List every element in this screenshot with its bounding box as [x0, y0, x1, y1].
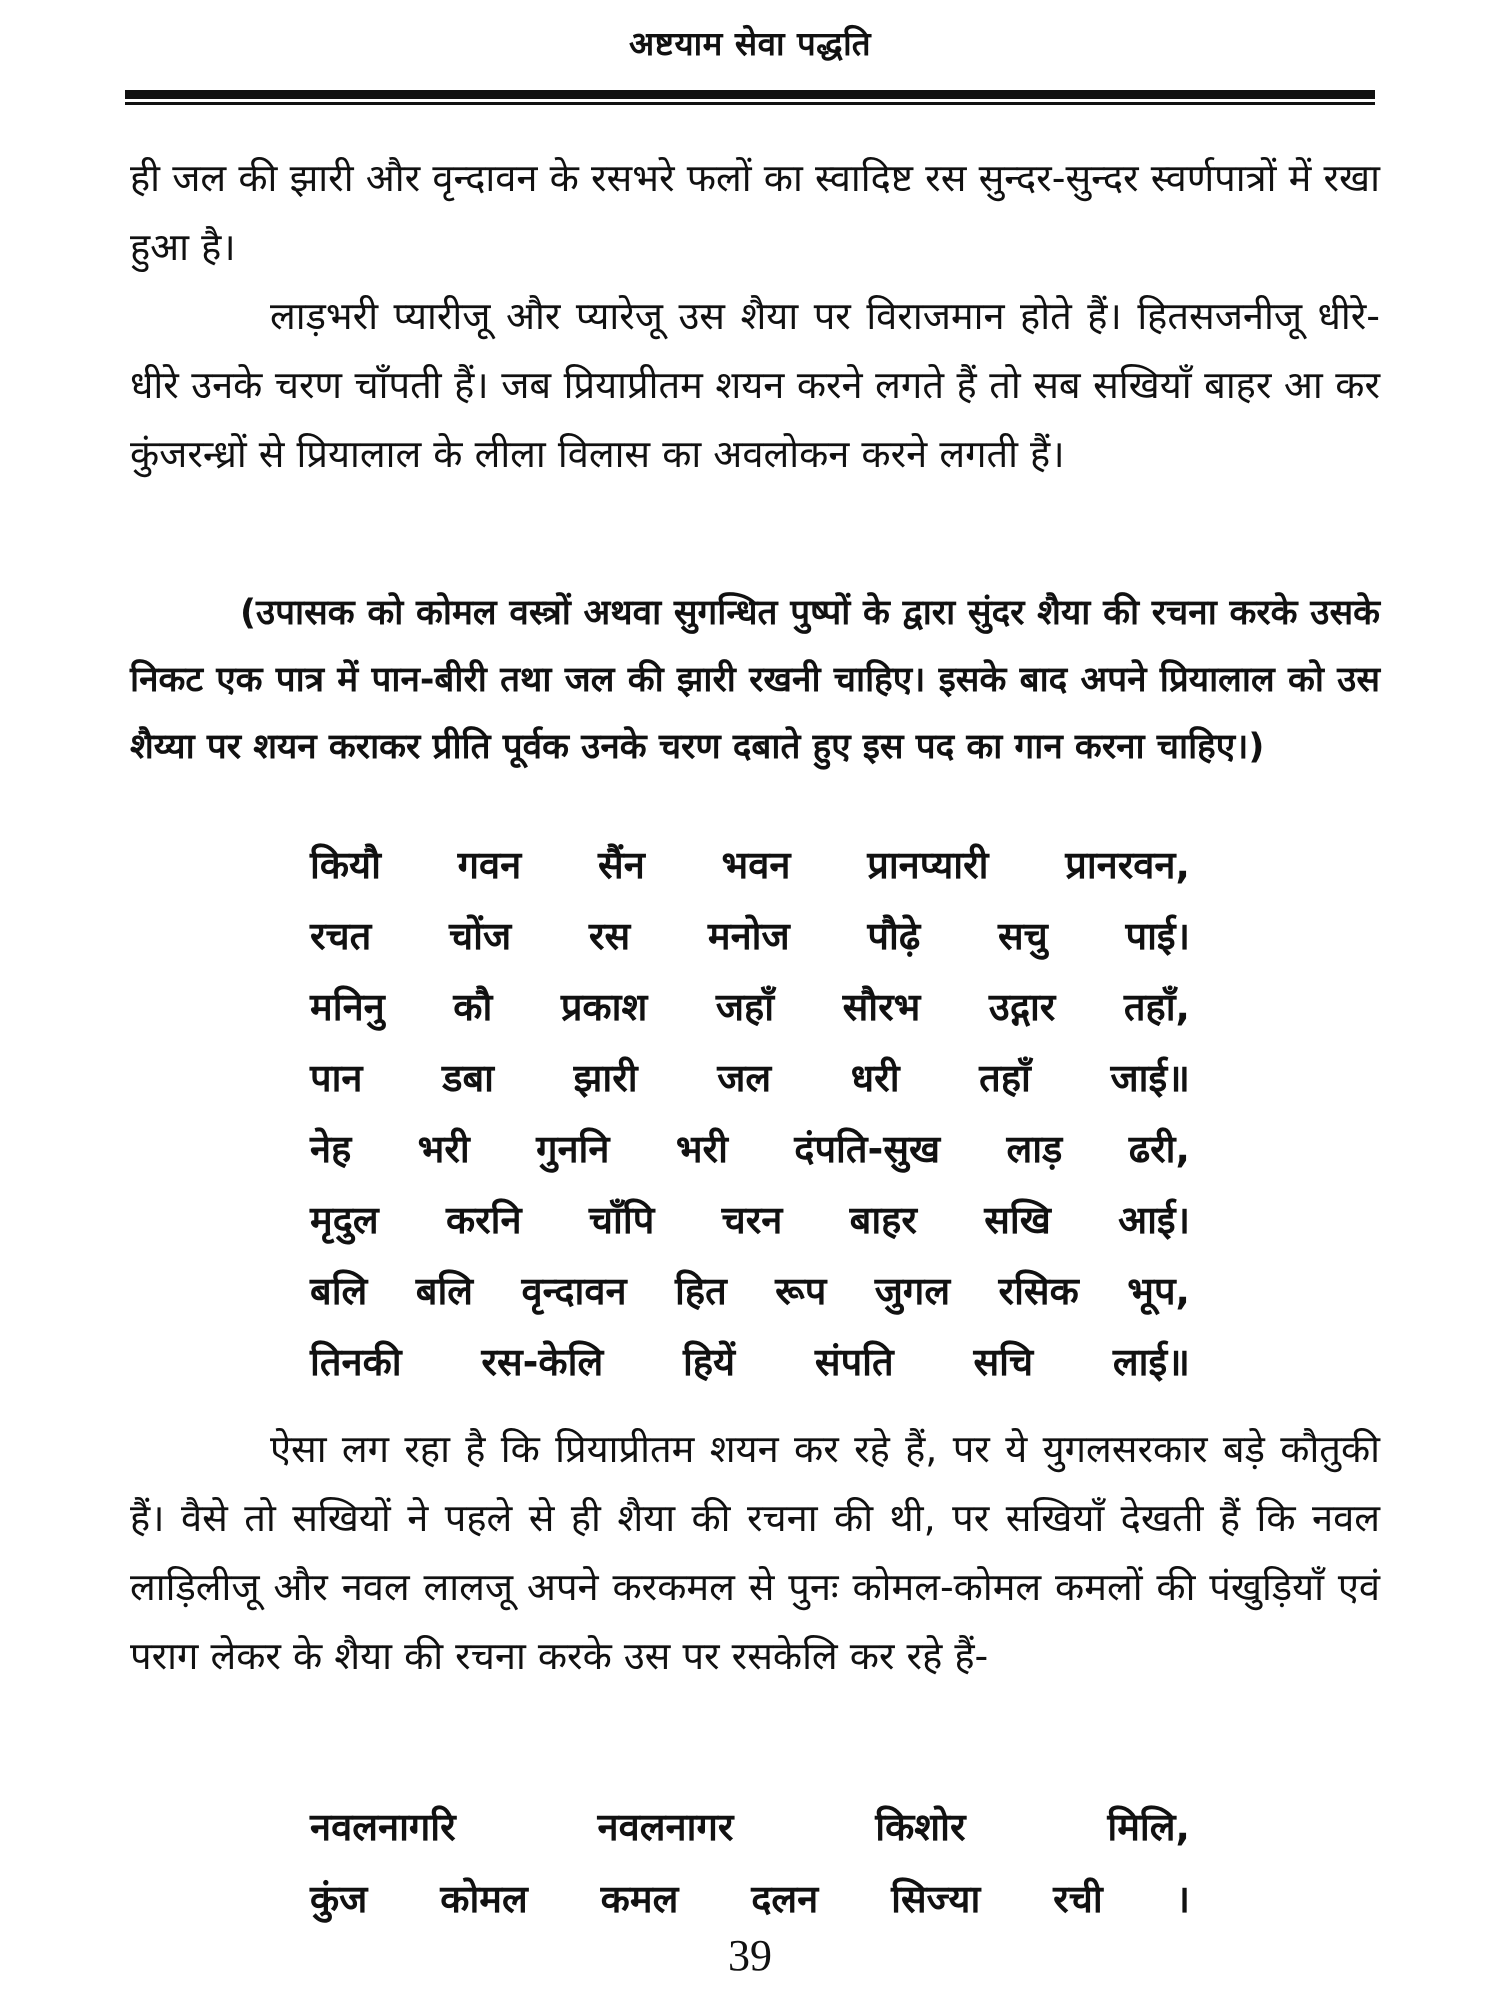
verse-word: नवलनागर [597, 1805, 734, 1849]
verse-word: चोंज [449, 914, 512, 958]
verse-word: मृदुल [310, 1198, 379, 1242]
paragraph-continued: ही जल की झारी और वृन्दावन के रसभरे फलों का स्वादिष्ट रस सुन्दर-सुन्दर स्वर्णपात्रों में रखा हुआ है। [130, 156, 1380, 269]
verse-word: भूप, [1127, 1269, 1190, 1313]
instruction-note-text: (उपासक को कोमल वस्त्रों अथवा सुगन्धित पुष्पों के द्वारा सुंदर शैया की रचना करके उसके निकट एक पात्र में पान-बीरी तथा जल की झारी रखनी चाहिए। इसके बाद अपने प्रियालाल को उस शैय्या पर शयन कराकर प्रीति पूर्वक उनके चरण दबाते हुए इस पद का गान करना चाहिए।) [130, 593, 1380, 767]
verse-word: रूप [775, 1269, 827, 1313]
verse-word: कमल [600, 1877, 679, 1921]
verse-word: पाई। [1125, 914, 1190, 958]
verse-word: भवन [721, 843, 791, 887]
paragraph-kautuki: ऐसा लग रहा है कि प्रियाप्रीतम शयन कर रहे हैं, पर ये युगलसरकार बड़े कौतुकी हैं। वैसे तो सखियों ने पहले से ही शैया की रचना की थी, पर सखियाँ देखती हैं कि नवल लाड़िलीजू और नवल लालजू अपने करकमल से पुनः कोमल-कोमल कमलों की पंखुड़ियाँ एवं पराग लेकर के शैया की रचना करके उस पर रसकेलि कर रहे हैं- [130, 1427, 1380, 1678]
verse-word: मनिनु [310, 985, 385, 1029]
verse-word: जुगल [874, 1269, 951, 1313]
verse-word: धरी [850, 1056, 900, 1100]
paragraph-shayya: लाड़भरी प्यारीजू और प्यारेजू उस शैया पर विराजमान होते हैं। हितसजनीजू धीरे-धीरे उनके चरण चाँपती हैं। जब प्रियाप्रीतम शयन करने लगते हैं तो सब सखियाँ बाहर आ कर कुंजरन्ध्रों से प्रियालाल के लीला विलास का अवलोकन करने लगती हैं। [130, 294, 1380, 476]
verse-word: पौढ़े [867, 914, 921, 958]
verse-line [310, 1051, 1190, 1122]
verse-word: वृन्दावन [521, 1269, 627, 1313]
verse-word: नेह [310, 1127, 352, 1171]
header-rule-thick [125, 90, 1375, 99]
verse-word: मनोज [707, 914, 790, 958]
verse-word: कोमल [440, 1877, 528, 1921]
verse-line [310, 980, 1190, 1051]
verse-line [310, 1122, 1190, 1193]
verse-word: हित [675, 1269, 727, 1313]
verse-word: नवलनागरि [310, 1805, 456, 1849]
verse-word: भरी [675, 1127, 728, 1171]
verse-word: बलि [310, 1269, 368, 1313]
verse-word: प्रकाश [560, 985, 648, 1029]
verse-word: गवन [457, 843, 522, 887]
verse-word: दंपति-सुख [794, 1127, 941, 1171]
verse-word: तहाँ [979, 1056, 1031, 1100]
prose-bottom [130, 1415, 1380, 1691]
page-number: 39 [728, 1931, 772, 1980]
verse-word: करनि [445, 1198, 522, 1242]
verse-line [310, 1800, 1190, 1872]
verse-line [310, 1335, 1190, 1406]
verse-line [310, 1193, 1190, 1264]
verse-word: जाई॥ [1110, 1056, 1190, 1100]
verse-word: । [1175, 1877, 1190, 1921]
verse-line [310, 838, 1190, 909]
verse-word: बाहर [849, 1198, 917, 1242]
verse-line [310, 1264, 1190, 1335]
verse-word: बलि [415, 1269, 474, 1313]
verse-word: सचु [997, 914, 1048, 958]
running-header-title: अष्टयाम सेवा पद्धति [628, 24, 872, 63]
verse-word: सैंन [598, 843, 645, 887]
verse-word: रचत [310, 914, 372, 958]
verse-word: लाड़ [1006, 1127, 1063, 1171]
verse-word: आई। [1118, 1198, 1190, 1242]
verse-word: पान [310, 1056, 363, 1100]
verse-word: झारी [573, 1056, 638, 1100]
instruction-note [130, 580, 1380, 781]
verse-word: संपति [814, 1340, 894, 1384]
verse-word: रस-केलि [481, 1340, 604, 1384]
verse-word: लाई॥ [1112, 1340, 1190, 1384]
verse-word: कियौ [310, 843, 381, 887]
verse-word: जल [717, 1056, 772, 1100]
verse-line [310, 909, 1190, 980]
verse-word: किशोर [875, 1805, 966, 1849]
verse-word: रसिक [998, 1269, 1079, 1313]
verse-word: सखि [984, 1198, 1051, 1242]
verse-word: उद्गार [988, 985, 1056, 1029]
verse-word: तहाँ, [1123, 985, 1190, 1029]
verse-one [310, 838, 1190, 1406]
verse-word: डबा [442, 1056, 495, 1100]
verse-word: तिनकी [310, 1340, 402, 1384]
verse-word: हियें [683, 1340, 736, 1384]
verse-word: भरी [417, 1127, 470, 1171]
verse-word: सिज्या [891, 1877, 981, 1921]
verse-word: रची [1053, 1877, 1103, 1921]
verse-word: ढरी, [1128, 1127, 1190, 1171]
verse-word: दलन [751, 1877, 819, 1921]
header-rule-thin [125, 102, 1375, 105]
verse-word: चाँपि [588, 1198, 655, 1242]
verse-word: प्रानरवन, [1065, 843, 1190, 887]
verse-word: कौ [453, 985, 493, 1029]
verse-word: मिलि, [1107, 1805, 1190, 1849]
verse-word: गुननि [536, 1127, 610, 1171]
verse-word: जहाँ [715, 985, 775, 1029]
verse-word: रस [588, 914, 631, 958]
verse-word: प्रानप्यारी [867, 843, 989, 887]
verse-word: सचि [973, 1340, 1034, 1384]
verse-word: सौरभ [842, 985, 921, 1029]
verse-word: कुंज [310, 1877, 368, 1921]
verse-two [310, 1800, 1190, 1944]
prose-top [130, 144, 1380, 489]
verse-word: चरन [721, 1198, 783, 1242]
